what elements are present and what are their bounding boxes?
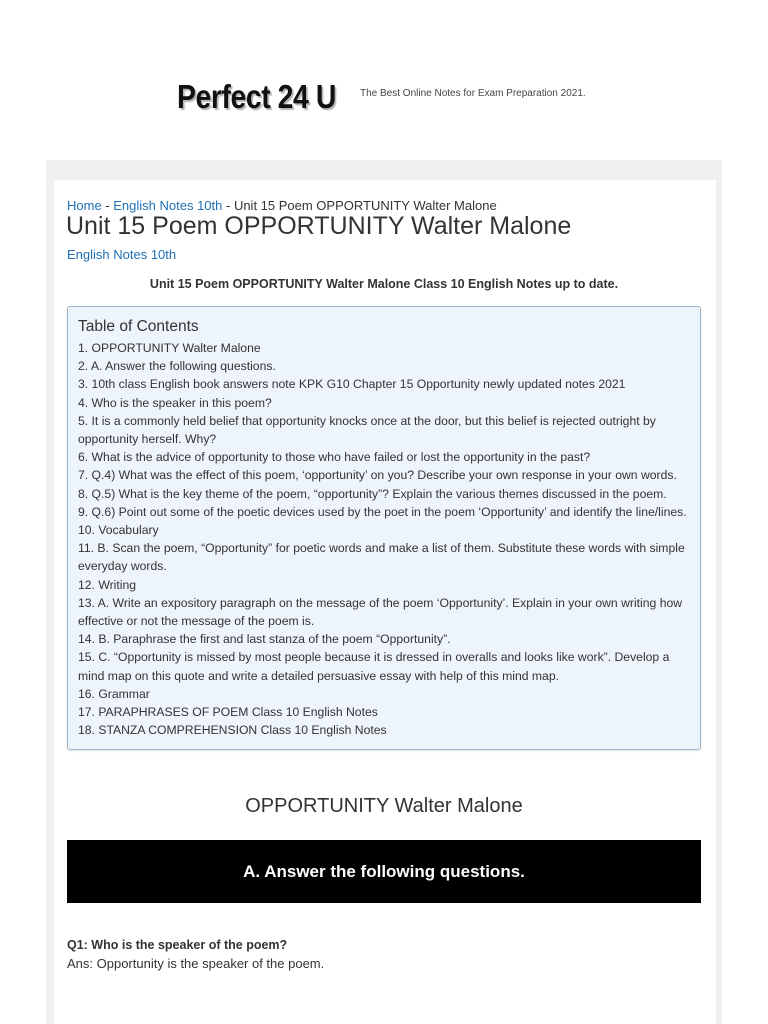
toc-item[interactable]: 16. Grammar xyxy=(78,686,150,701)
toc-item[interactable]: 11. B. Scan the poem, “Opportunity” for poetic words and make a list of them. Substitute these words with simple everyday words. xyxy=(78,541,685,574)
answer-text: Ans: Opportunity is the speaker of the poem. xyxy=(67,956,325,971)
question-text: Q1: Who is the speaker of the poem? xyxy=(67,938,288,952)
section-heading: A. Answer the following questions. xyxy=(243,861,525,881)
toc-item[interactable]: 14. B. Paraphrase the first and last stanza of the poem “Opportunity”. xyxy=(78,632,451,647)
toc-item[interactable]: 8. Q.5) What is the key theme of the poem, “opportunity”? Explain the various themes discussed in the poem. xyxy=(78,486,667,501)
poem-heading: OPPORTUNITY Walter Malone xyxy=(245,795,523,817)
breadcrumb-separator: - xyxy=(101,198,114,213)
breadcrumb-separator: - xyxy=(222,198,234,213)
toc-item[interactable]: 5. It is a commonly held belief that opportunity knocks once at the door, but this belief is rejected outright by opportunity herself. Why? xyxy=(78,413,656,447)
table-of-contents xyxy=(67,306,701,750)
toc-item[interactable]: 7. Q.4) What was the effect of this poem, ‘opportunity’ on you? Describe your own response in your own words. xyxy=(78,468,677,483)
toc-item[interactable]: 18. STANZA COMPREHENSION Class 10 English Notes xyxy=(78,723,387,738)
breadcrumb-home-link[interactable]: Home xyxy=(67,198,102,213)
toc-item[interactable]: 6. What is the advice of opportunity to those who have failed or lost the opportunity in the past? xyxy=(78,450,591,465)
toc-item[interactable]: 12. Writing xyxy=(78,577,137,592)
site-logo[interactable]: Perfect 24 U xyxy=(177,78,336,115)
article-intro: Unit 15 Poem OPPORTUNITY Walter Malone Class 10 English Notes up to date. xyxy=(149,277,619,291)
category-link[interactable]: English Notes 10th xyxy=(67,247,177,262)
section-heading-bar xyxy=(67,840,701,903)
toc-item[interactable]: 15. C. “Opportunity is missed by most people because it is dressed in overalls and looks like work”. Develop a mind map on this quote and write a detailed persuasive essay with help of this mind map. xyxy=(78,650,670,683)
breadcrumb-category-link[interactable]: English Notes 10th xyxy=(113,198,223,213)
toc-item[interactable]: 2. A. Answer the following questions. xyxy=(78,359,276,374)
toc-title: Table of Contents xyxy=(78,318,199,335)
toc-item[interactable]: 9. Q.6) Point out some of the poetic devices used by the poet in the poem ‘Opportunity’ and identify the line/lines. xyxy=(78,504,687,519)
toc-item[interactable]: 13. A. Write an expository paragraph on the message of the poem ‘Opportunity’. Explain in your own writing how effective or not the message of the poem is. xyxy=(78,595,683,629)
breadcrumb-current: Unit 15 Poem OPPORTUNITY Walter Malone xyxy=(233,198,497,213)
site-tagline: The Best Online Notes for Exam Preparation 2021. xyxy=(360,88,586,99)
toc-item[interactable]: 10. Vocabulary xyxy=(78,523,159,538)
site-header xyxy=(0,0,768,160)
toc-list xyxy=(78,339,690,739)
breadcrumb xyxy=(67,198,497,213)
page-title: Unit 15 Poem OPPORTUNITY Walter Malone xyxy=(66,212,572,240)
toc-item[interactable]: 3. 10th class English book answers note KPK G10 Chapter 15 Opportunity newly updated notes 2021 xyxy=(78,377,626,392)
toc-item[interactable]: 17. PARAPHRASES OF POEM Class 10 English Notes xyxy=(78,705,378,720)
toc-item[interactable]: 1. OPPORTUNITY Walter Malone xyxy=(78,341,261,355)
toc-item[interactable]: 4. Who is the speaker in this poem? xyxy=(78,395,272,410)
